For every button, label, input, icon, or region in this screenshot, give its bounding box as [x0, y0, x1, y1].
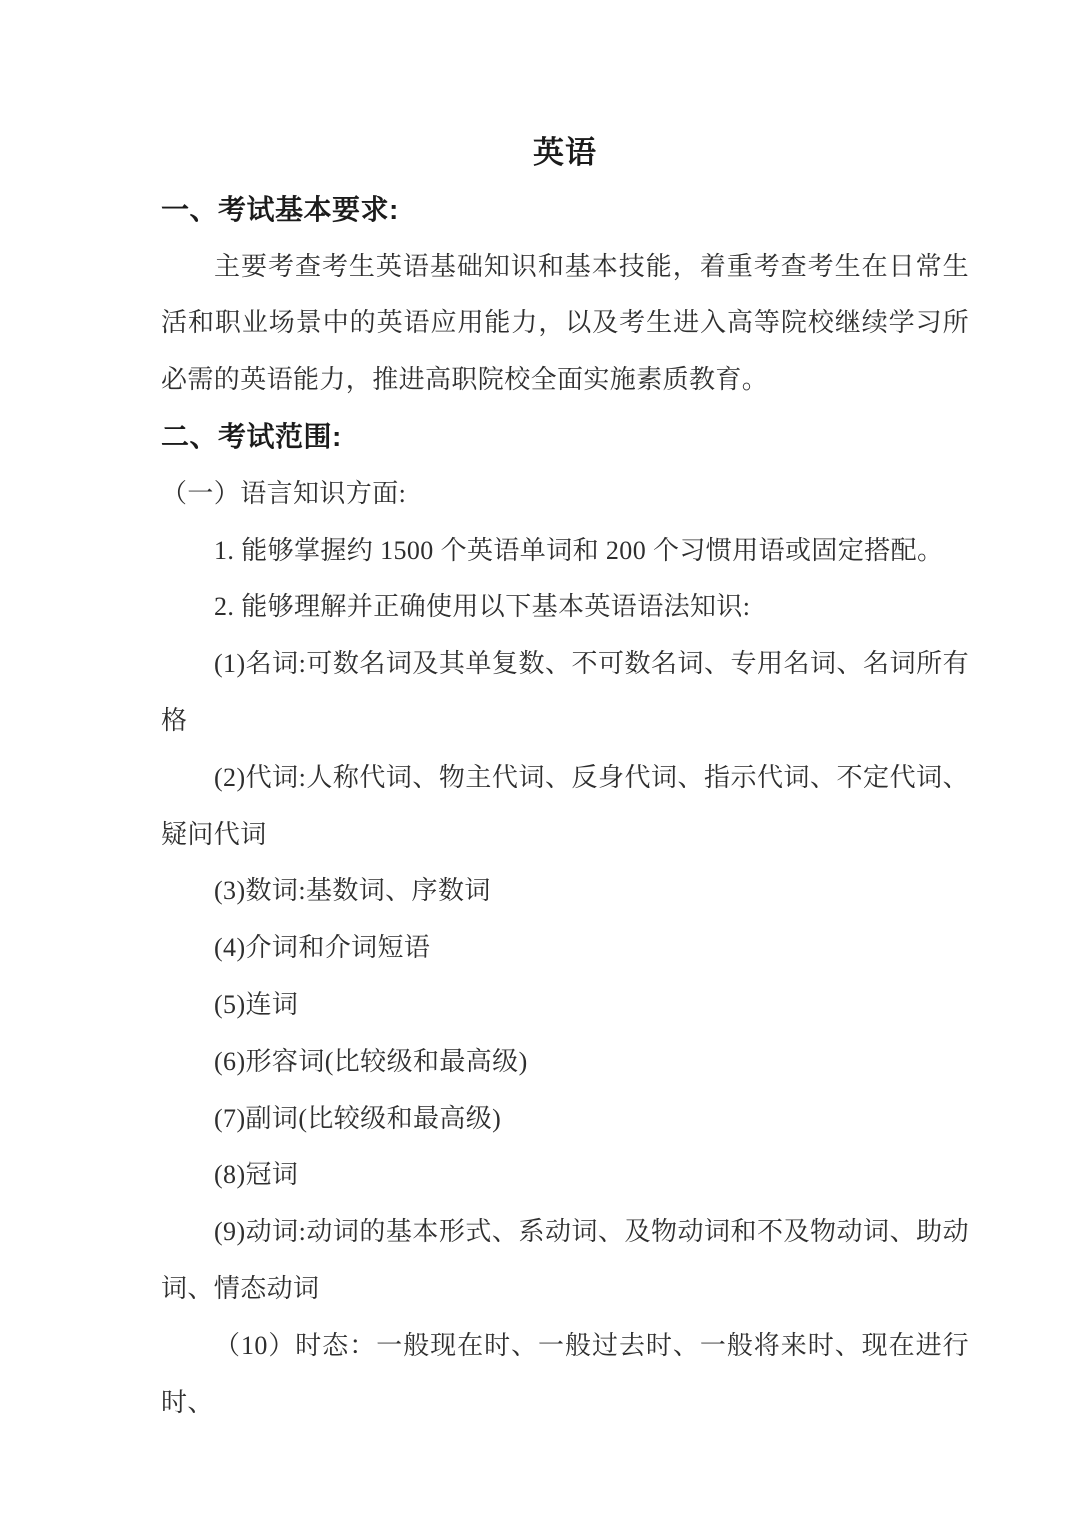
- list-item-verbs: (9)动词:动词的基本形式、系动词、及物动词和不及物动词、助动词、情态动词: [161, 1217, 969, 1303]
- document-title: 英语: [533, 135, 597, 170]
- list-item-conjunctions: (5)连词: [214, 989, 299, 1019]
- list-item-nouns: (1)名词:可数名词及其单复数、不可数名词、专用名词、名词所有格: [161, 649, 969, 735]
- list-item-tenses: （10）时态：一般现在时、一般过去时、一般将来时、现在进行时、: [161, 1330, 969, 1417]
- list-item-adverbs: (7)副词(比较级和最高级): [214, 1103, 502, 1133]
- subsection-heading-language-knowledge: （一）语言知识方面:: [161, 478, 407, 508]
- list-item-adjectives: (6)形容词(比较级和最高级): [214, 1046, 528, 1076]
- list-item-vocabulary: 1. 能够掌握约 1500 个英语单词和 200 个习惯用语或固定搭配。: [214, 535, 944, 565]
- document-body: [161, 125, 969, 1431]
- list-item-articles: (8)冠词: [214, 1160, 299, 1190]
- section-heading-basic-requirements: 一、考试基本要求:: [161, 193, 399, 225]
- list-item-grammar-intro: 2. 能够理解并正确使用以下基本英语语法知识:: [214, 592, 751, 622]
- section-heading-exam-scope: 二、考试范围:: [161, 420, 342, 452]
- list-item-pronouns: (2)代词:人称代词、物主代词、反身代词、指示代词、不定代词、疑问代词: [161, 762, 969, 849]
- paragraph-exam-overview: 主要考查考生英语基础知识和基本技能，着重考查考生在日常生活和职业场景中的英语应用能力，以及考生进入高等院校继续学习所必需的英语能力，推进高职院校全面实施素质教育。: [161, 251, 969, 395]
- list-item-prepositions: (4)介词和介词短语: [214, 933, 431, 963]
- list-item-numerals: (3)数词:基数词、序数词: [214, 876, 491, 906]
